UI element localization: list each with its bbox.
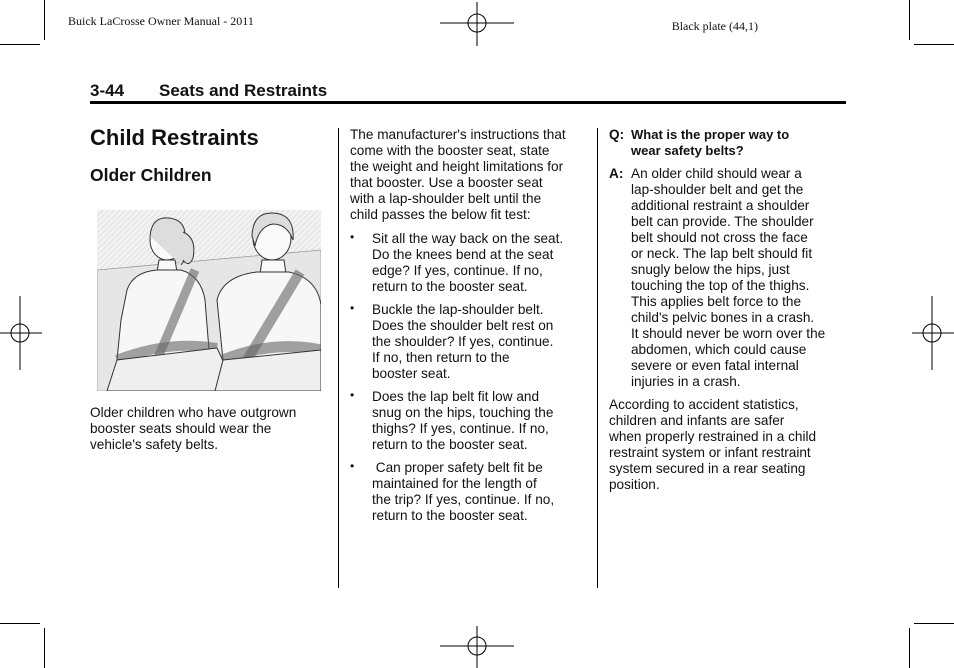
text-line: snug on the hips, touching the (372, 405, 554, 420)
registration-mark-top (440, 2, 514, 46)
text-line: lap-shoulder belt and get the (631, 182, 804, 197)
text-line: According to accident statistics, (609, 397, 799, 412)
list-item (350, 389, 590, 453)
text-line: child passes the below fit test: (350, 207, 531, 222)
text-line: injuries in a crash. (631, 374, 741, 389)
subsection-title: Older Children (90, 165, 212, 185)
question-block (609, 127, 845, 159)
page-number: 3-44 (90, 81, 125, 100)
crop-mark (0, 44, 40, 45)
list-item (350, 460, 590, 524)
text-line: An older child should wear a (631, 166, 802, 181)
text-line: The manufacturer's instructions that (350, 127, 566, 142)
text-line: when properly restrained in a child (609, 429, 817, 444)
text-line: return to the booster seat. (372, 279, 528, 294)
text-line: the shoulder? If yes, continue. (372, 334, 554, 349)
text-line: the trip? If yes, continue. If no, (372, 492, 555, 507)
registration-mark-bottom (440, 626, 514, 668)
list-item (350, 302, 590, 382)
text-line: maintained for the length of (372, 476, 537, 491)
crop-mark (909, 0, 910, 40)
text-line: If no, then return to the (372, 350, 510, 365)
text-line: What is the proper way to (631, 127, 790, 142)
text-line: restraint system or infant restraint (609, 445, 811, 460)
statistics-paragraph (609, 397, 845, 493)
crop-mark (914, 44, 954, 45)
text-line: return to the booster seat. (372, 437, 528, 452)
text-line: vehicle's safety belts. (90, 437, 219, 452)
section-title: Seats and Restraints (159, 81, 328, 100)
text-line: that booster. Use a booster seat (350, 175, 543, 190)
text-line: belt can provide. The shoulder (631, 214, 814, 229)
text-line: or neck. The lap belt should fit (631, 246, 813, 261)
text-line: It should never be worn over the (631, 326, 826, 341)
children-seatbelt-illustration (97, 210, 321, 391)
text-line: additional restraint a shoulder (631, 198, 810, 213)
plate-label: Black plate (44,1) (671, 19, 758, 33)
text-line: abdomen, which could cause (631, 342, 807, 357)
question-label: Q: (609, 127, 625, 142)
registration-mark-left (0, 296, 42, 370)
text-line: the weight and height limitations for (350, 159, 564, 174)
text-line: Does the shoulder belt rest on (372, 318, 554, 333)
crop-mark (44, 0, 45, 40)
text-line: belt should not cross the face (631, 230, 808, 245)
text-line: wear safety belts? (631, 143, 744, 158)
answer-block (609, 166, 845, 390)
list-item (350, 231, 590, 295)
booster-intro-paragraph (350, 127, 590, 223)
text-line: Can proper safety belt fit be (372, 460, 543, 475)
text-line: child's pelvic bones in a crash. (631, 310, 815, 325)
manual-title: Buick LaCrosse Owner Manual - 2011 (68, 14, 254, 28)
column-divider (338, 128, 339, 588)
text-line: Buckle the lap-shoulder belt. (372, 302, 544, 317)
text-line: system secured in a rear seating (609, 461, 806, 476)
text-line: Does the lap belt fit low and (372, 389, 540, 404)
bullet-icon: • (350, 230, 355, 244)
text-line: Do the knees bend at the seat (372, 247, 554, 262)
text-line: severe or even fatal internal (631, 358, 799, 373)
bullet-icon: • (350, 459, 355, 473)
older-children-paragraph (90, 405, 330, 453)
text-line: Sit all the way back on the seat. (372, 231, 564, 246)
bullet-icon: • (350, 388, 355, 402)
column-divider (597, 128, 598, 588)
text-line: with a lap-shoulder belt until the (350, 191, 542, 206)
text-line: return to the booster seat. (372, 508, 528, 523)
text-line: position. (609, 477, 660, 492)
text-line: children and infants are safer (609, 413, 785, 428)
text-line: booster seats should wear the (90, 421, 272, 436)
text-line: thighs? If yes, continue. If no, (372, 421, 549, 436)
section-rule (90, 101, 846, 104)
page-title: Child Restraints (90, 125, 259, 150)
bullet-icon: • (350, 301, 355, 315)
text-line: This applies belt force to the (631, 294, 802, 309)
text-line: touching the top of the thighs. (631, 278, 810, 293)
crop-mark (44, 628, 45, 668)
text-line: booster seat. (372, 366, 451, 381)
text-line: Older children who have outgrown (90, 405, 297, 420)
registration-mark-right (912, 296, 954, 370)
crop-mark (0, 623, 40, 624)
text-line: come with the booster seat, state (350, 143, 550, 158)
crop-mark (914, 623, 954, 624)
text-line: snugly below the hips, just (631, 262, 790, 277)
answer-label: A: (609, 166, 624, 181)
fit-test-list (350, 231, 590, 531)
crop-mark (909, 628, 910, 668)
text-line: edge? If yes, continue. If no, (372, 263, 543, 278)
